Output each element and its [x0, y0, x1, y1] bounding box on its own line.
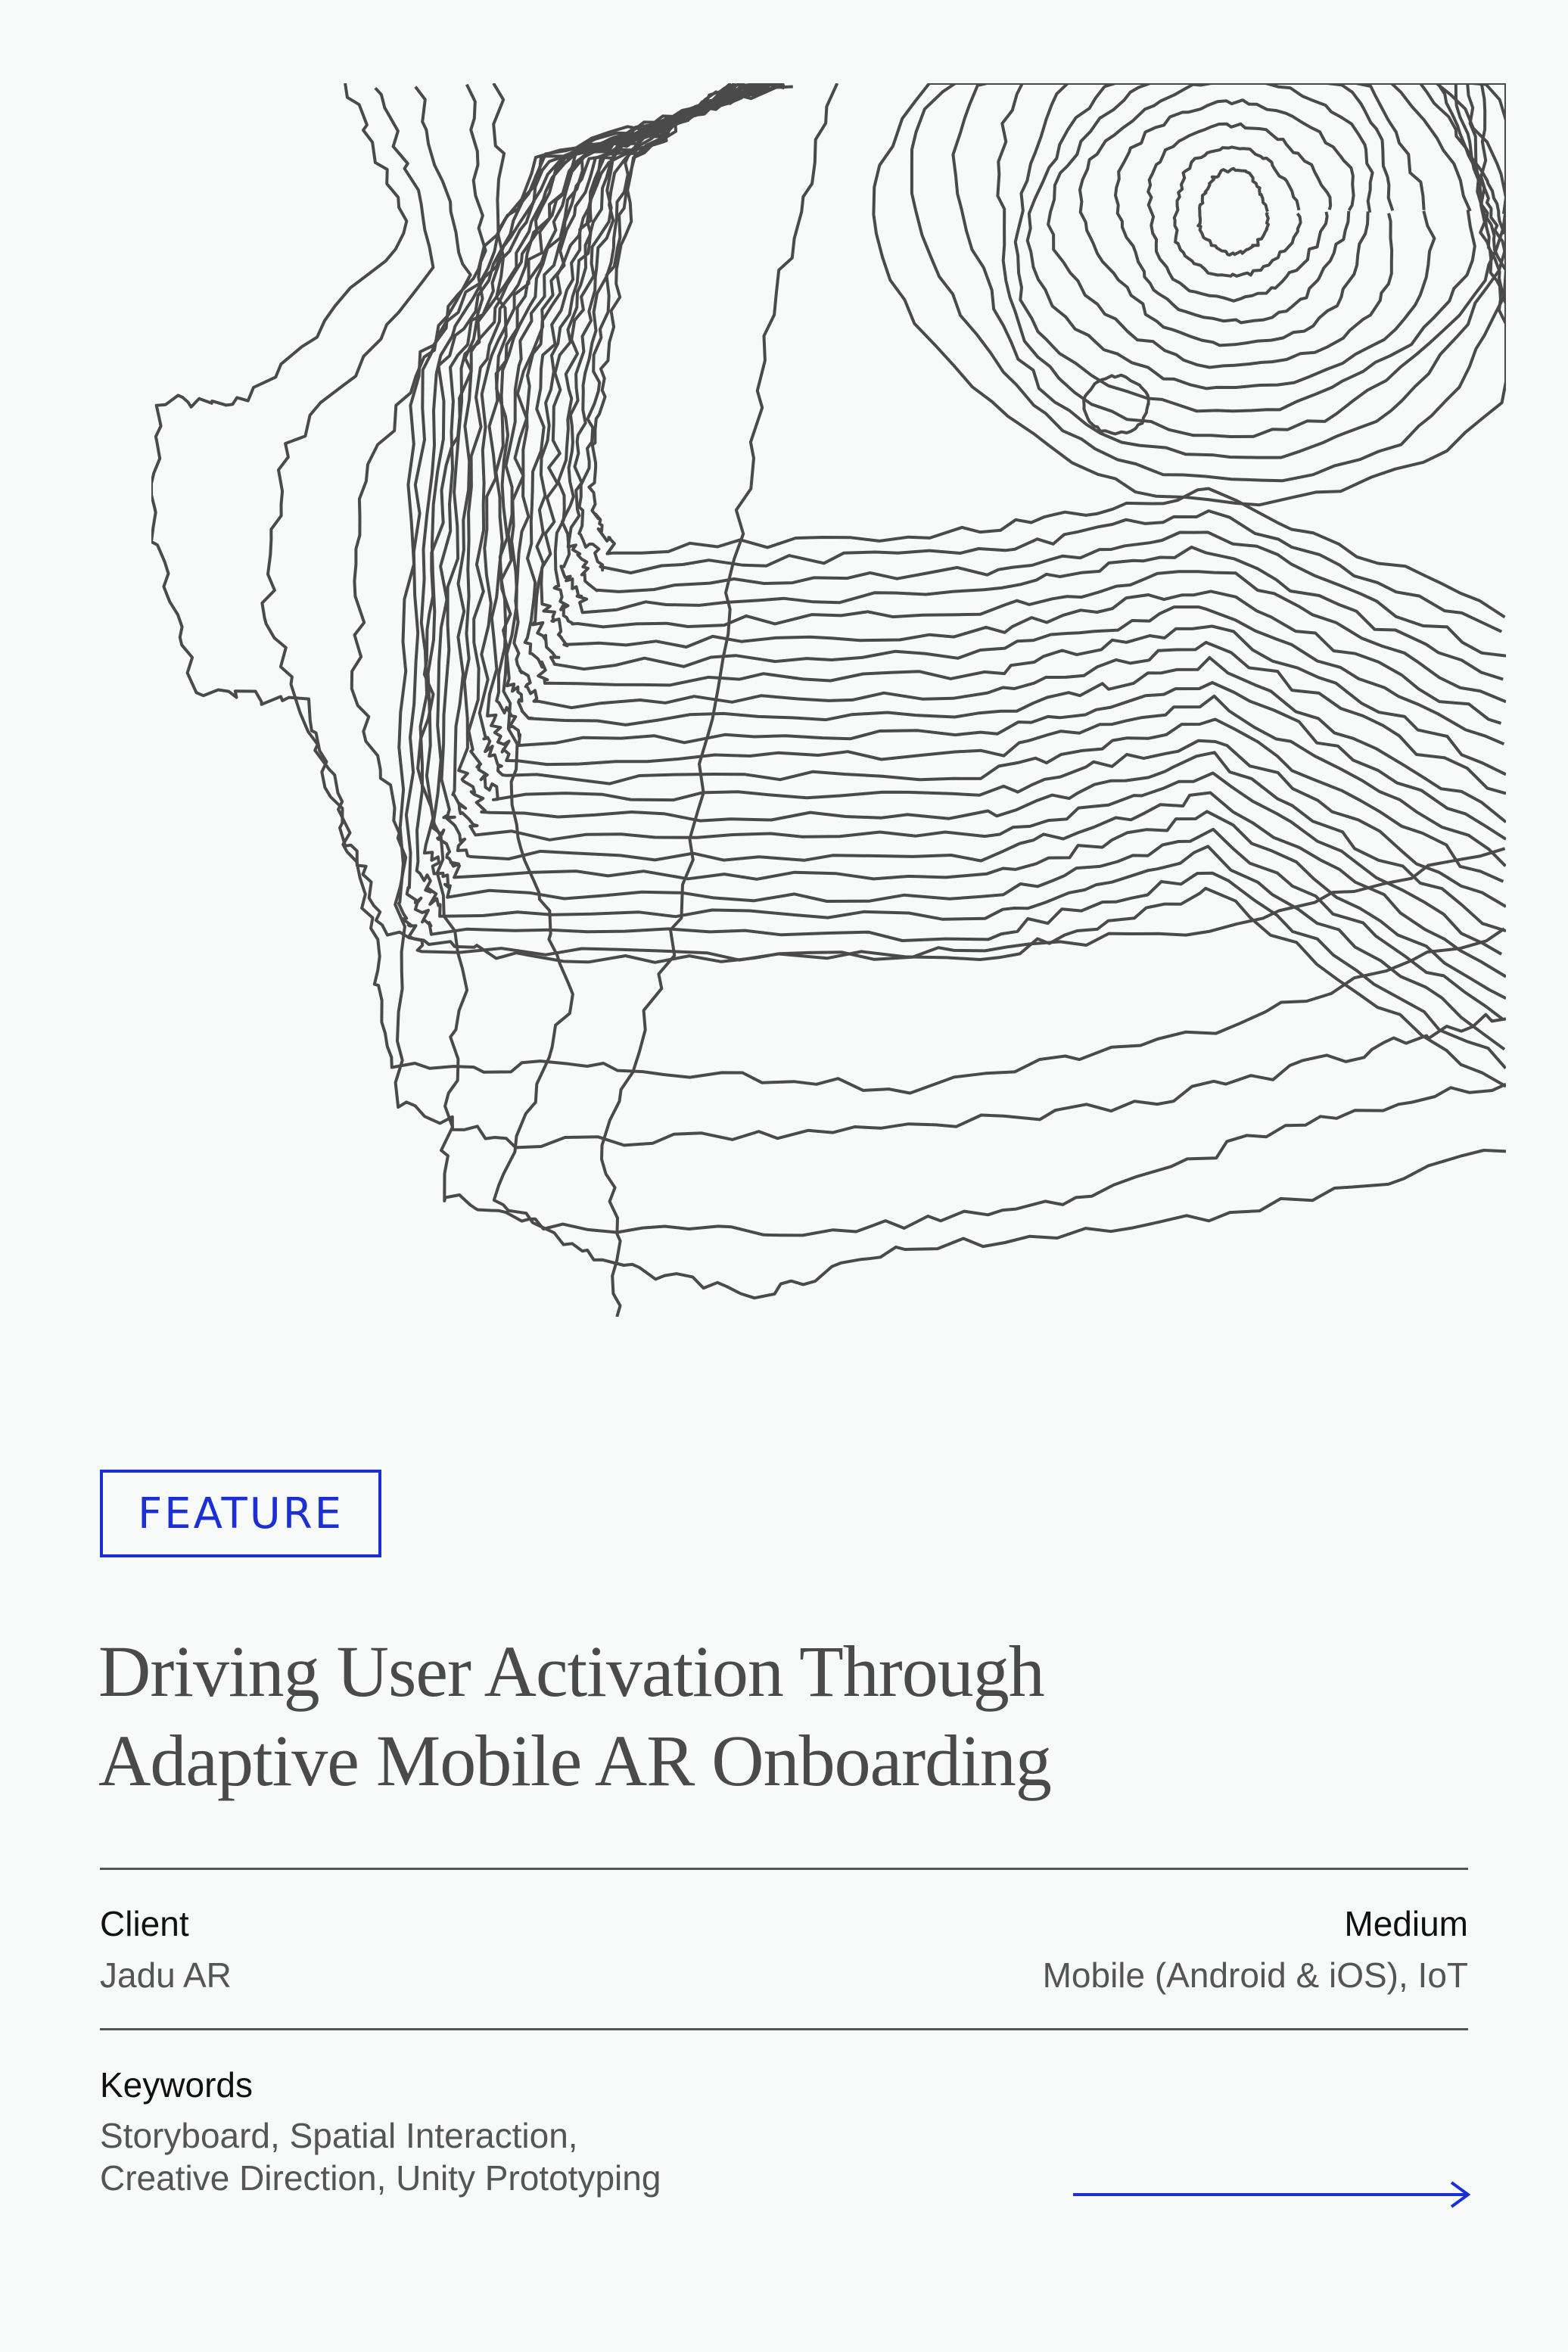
client-label: Client — [100, 1904, 189, 1943]
contour-line — [352, 87, 1506, 1148]
divider — [100, 1868, 1468, 1870]
contour-lines — [151, 83, 1506, 1317]
contour-line — [1174, 147, 1301, 276]
client-value: Jadu AR — [100, 1955, 232, 1995]
contour-line — [873, 83, 1506, 505]
medium-value: Mobile (Android & iOS), IoT — [1042, 1955, 1468, 1995]
contour-line — [912, 83, 1506, 481]
contour-line — [514, 83, 1506, 793]
contour-line — [1198, 169, 1268, 255]
keywords-label: Keywords — [100, 2065, 253, 2105]
keywords-line-1: Storyboard, Spatial Interaction, — [100, 2116, 578, 2155]
title-line-2: Adaptive Mobile AR Onboarding — [98, 1720, 1051, 1801]
feature-badge: FEATURE — [100, 1470, 381, 1557]
article-title[interactable] — [98, 1627, 1234, 1806]
divider — [100, 2028, 1468, 2030]
topographic-illustration — [151, 83, 1506, 1317]
contour-line — [561, 83, 1503, 680]
contour-line — [507, 86, 1506, 822]
medium-label: Medium — [1344, 1904, 1468, 1943]
contour-line — [1048, 83, 1392, 368]
keywords-line-2: Creative Direction, Unity Prototyping — [100, 2158, 661, 2198]
right-arrow-icon[interactable] — [1073, 2179, 1471, 2210]
title-line-1: Driving User Activation Through — [98, 1631, 1044, 1712]
contour-line — [525, 85, 1506, 775]
